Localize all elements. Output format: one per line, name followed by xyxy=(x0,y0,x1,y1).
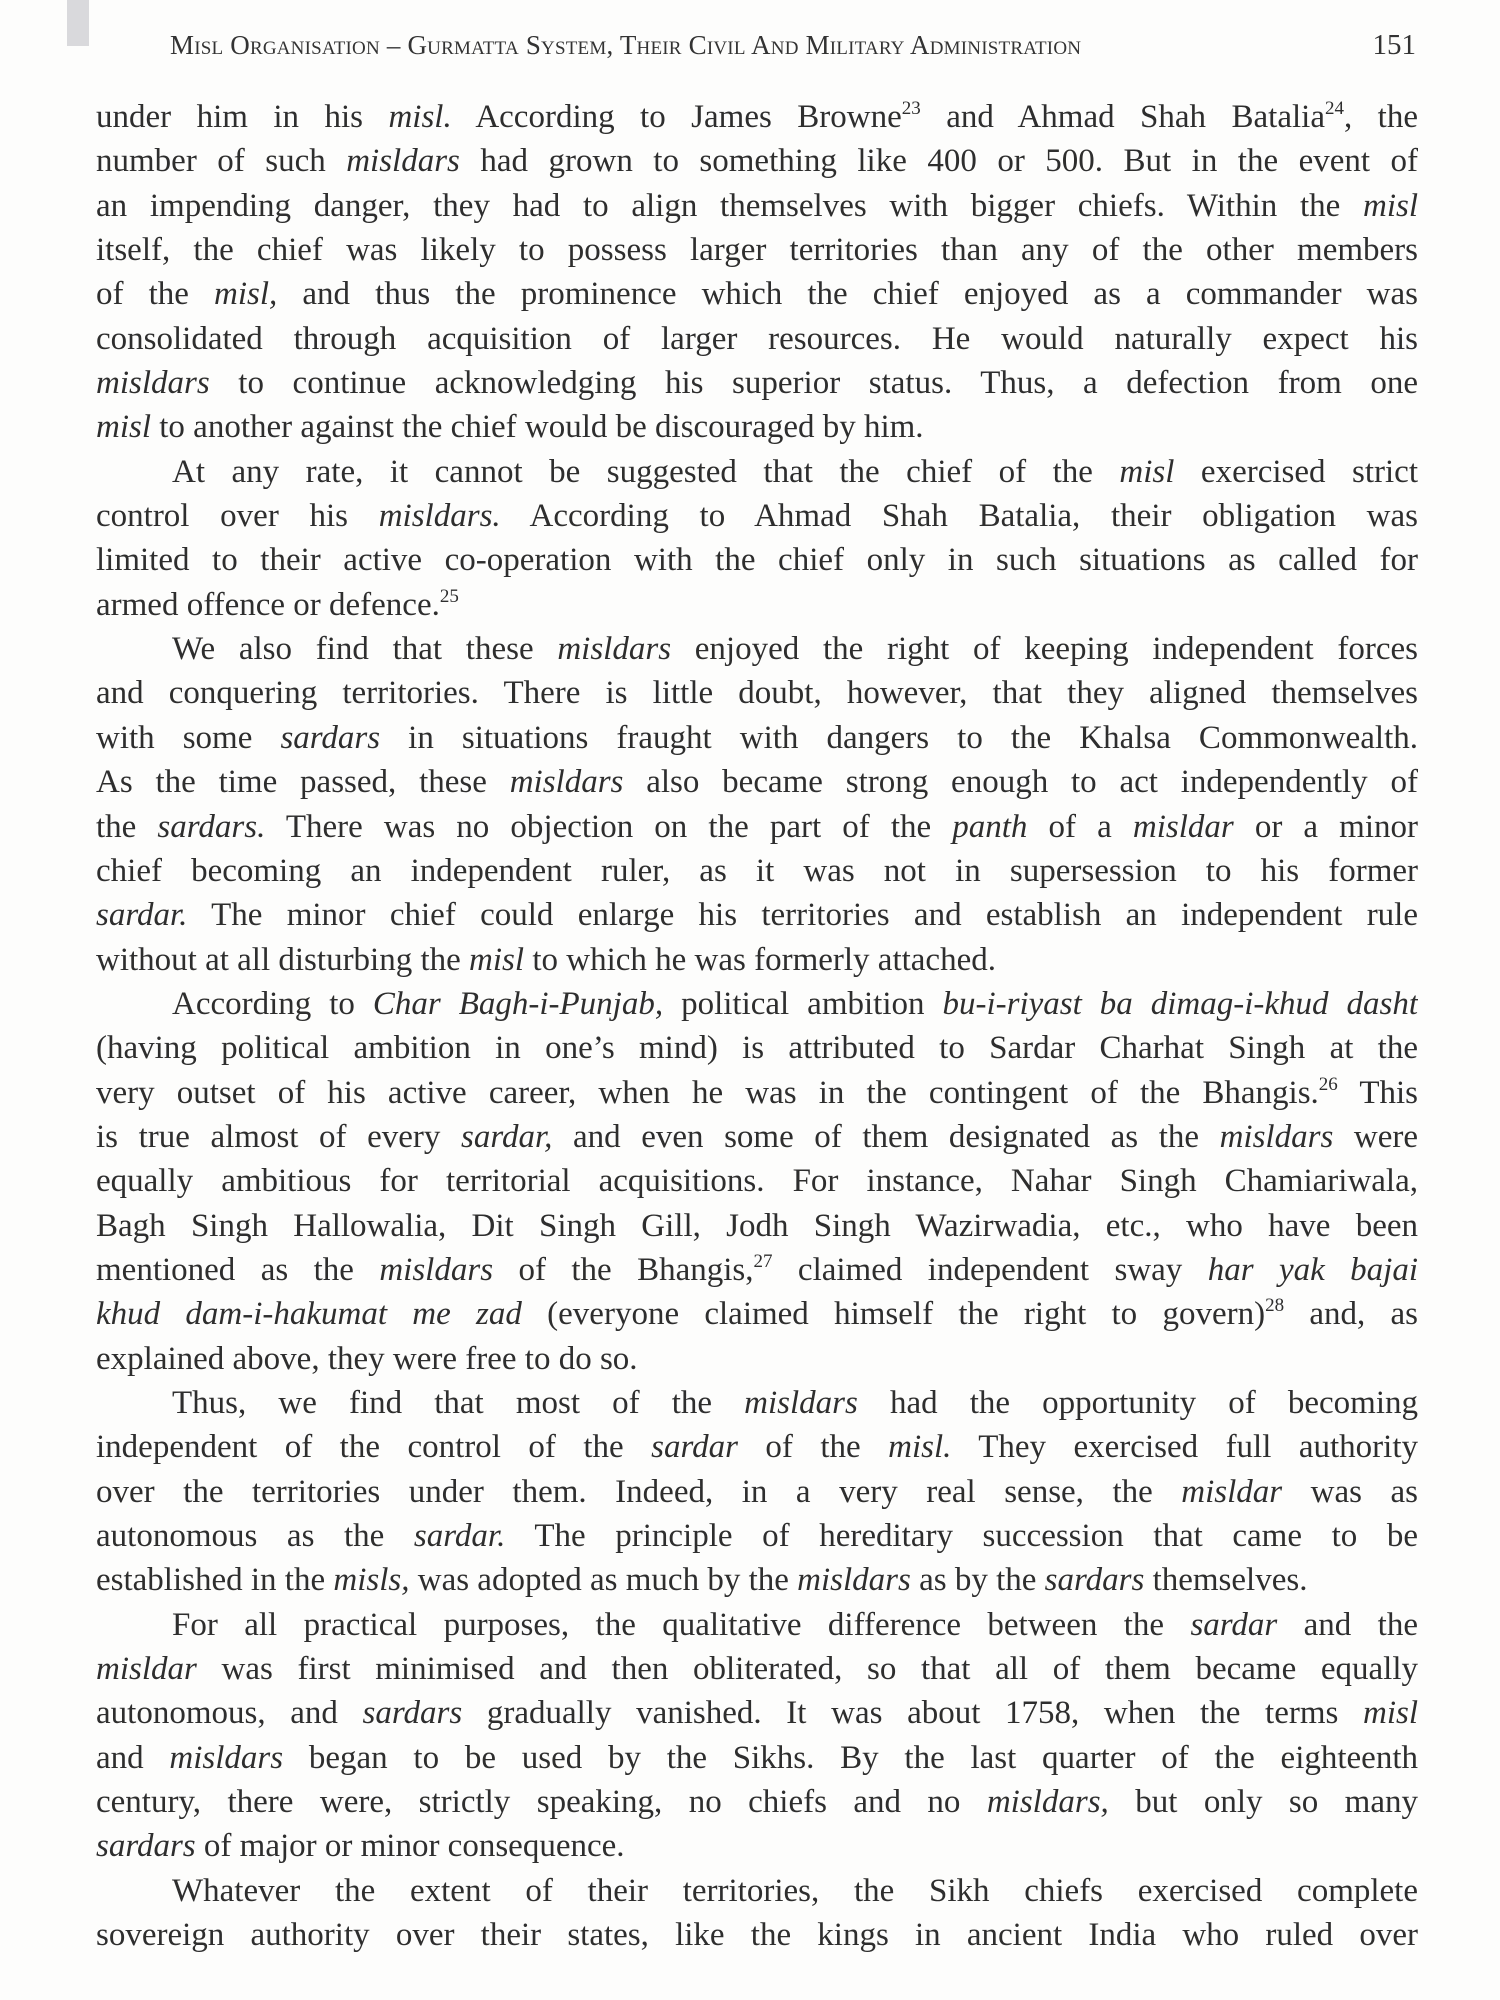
italic-term: misldars xyxy=(509,764,624,801)
text-run: equally ambitious for territorial acquisitions. For instance, Nahar Singh Chamiariwala, xyxy=(96,1163,1418,1200)
italic-term: misl xyxy=(1119,453,1175,490)
paragraph xyxy=(96,450,1418,627)
page-edge-shadow xyxy=(67,0,89,46)
text-run: also became strong enough to act independently of xyxy=(623,764,1418,801)
text-run: to another against the chief would be discouraged by him. xyxy=(151,409,924,446)
text-run: the xyxy=(96,808,158,845)
text-run: and conquering territories. There is little doubt, however, that they aligned themselves xyxy=(96,675,1418,712)
text-line xyxy=(96,228,1418,272)
text-line xyxy=(96,1913,1418,1957)
text-line xyxy=(96,139,1418,183)
text-run: This xyxy=(1337,1074,1418,1111)
text-run: For all practical purposes, the qualitative difference between the xyxy=(172,1606,1191,1643)
text-run: but only so many xyxy=(1108,1784,1418,1821)
paragraph xyxy=(96,1869,1418,1958)
text-line xyxy=(96,1337,1418,1381)
text-run: and Ahmad Shah Batalia xyxy=(920,99,1325,135)
text-run: of major or minor consequence. xyxy=(195,1828,625,1865)
italic-term: Char Bagh-i-Punjab, xyxy=(372,985,664,1022)
text-run: According to xyxy=(172,985,373,1022)
text-run: political ambition xyxy=(663,985,943,1022)
page-body-text xyxy=(96,95,1418,1957)
text-run: and thus the prominence which the chief enjoyed as a commander was xyxy=(277,276,1418,313)
italic-term: sardar. xyxy=(413,1518,506,1554)
text-run: consolidated through acquisition of larger resources. He would naturally expect his xyxy=(96,320,1418,357)
text-line xyxy=(96,1514,1418,1558)
italic-term: misldars. xyxy=(378,498,501,535)
text-run: were xyxy=(1333,1118,1418,1155)
text-run: established in the xyxy=(96,1562,334,1599)
text-line xyxy=(96,716,1418,760)
text-run: autonomous as the xyxy=(96,1518,414,1554)
text-run: was first minimised and then obliterated, so that all of them became equally xyxy=(196,1651,1418,1688)
text-line xyxy=(96,893,1418,937)
text-line xyxy=(96,361,1418,405)
paragraph xyxy=(96,95,1418,450)
text-line xyxy=(96,538,1418,582)
italic-term: misldars, xyxy=(986,1784,1109,1821)
text-run: of a xyxy=(1027,808,1133,845)
text-run: of the Bhangis, xyxy=(493,1251,754,1288)
italic-term: sardars. xyxy=(157,808,266,845)
text-run: (everyone claimed himself the right to govern) xyxy=(521,1296,1266,1333)
text-run: gradually vanished. It was about 1758, when the terms xyxy=(462,1695,1363,1732)
text-run: of the xyxy=(96,276,215,313)
text-run: began to be used by the Sikhs. By the last quarter of the eighteenth xyxy=(283,1739,1418,1776)
italic-term: misldar xyxy=(96,1651,197,1688)
text-line xyxy=(96,849,1418,893)
text-line xyxy=(96,1647,1418,1691)
text-run: claimed independent sway xyxy=(772,1251,1208,1288)
text-line xyxy=(96,1292,1418,1336)
text-run: We also find that these xyxy=(172,631,558,668)
text-line xyxy=(96,627,1418,671)
italic-term: misldars xyxy=(169,1739,284,1776)
text-line xyxy=(96,450,1418,494)
text-line xyxy=(96,982,1418,1026)
text-line xyxy=(96,1780,1418,1824)
text-run: independent of the control of the xyxy=(96,1429,652,1466)
text-run: was adopted as much by the xyxy=(409,1562,798,1599)
text-run: , the xyxy=(1343,99,1418,135)
text-run: century, there were, strictly speaking, no chiefs and no xyxy=(96,1784,987,1821)
text-run: and xyxy=(96,1739,170,1776)
italic-term: misldars xyxy=(557,631,672,668)
text-run: over the territories under them. Indeed, in a very real sense, the xyxy=(96,1473,1182,1510)
text-run: and the xyxy=(1277,1606,1418,1643)
italic-term: misl. xyxy=(388,99,452,135)
text-run: chief becoming an independent ruler, as it was not in supersession to his former xyxy=(96,852,1418,889)
text-run: enjoyed the right of keeping independent forces xyxy=(671,631,1418,668)
italic-term: sardar, xyxy=(460,1118,553,1155)
text-line xyxy=(96,1026,1418,1070)
text-run: number of such xyxy=(96,143,347,180)
text-run: armed offence or defence. xyxy=(96,586,440,623)
text-run: and, as xyxy=(1284,1296,1418,1333)
text-run: had grown to something like 400 or 500. But in the event of xyxy=(459,143,1418,180)
text-run: mentioned as the xyxy=(96,1251,380,1288)
italic-term: sardars xyxy=(96,1828,196,1865)
text-line xyxy=(96,671,1418,715)
italic-term: misl xyxy=(1362,187,1418,224)
text-line xyxy=(96,805,1418,849)
text-run: (having political ambition in one’s mind) is attributed to Sardar Charhat Singh at the xyxy=(96,1030,1418,1067)
footnote-marker: 23 xyxy=(901,98,921,119)
text-line xyxy=(96,405,1418,449)
italic-term: misldar xyxy=(1181,1473,1283,1510)
text-run: in situations fraught with dangers to the Khalsa Commonwealth. xyxy=(380,719,1418,756)
text-run: limited to their active co-operation with the chief only in such situations as called for xyxy=(96,542,1418,579)
text-run: control over his xyxy=(96,498,379,535)
text-run: According to Ahmad Shah Batalia, their obligation was xyxy=(500,498,1418,535)
text-line xyxy=(96,1824,1418,1868)
text-line xyxy=(96,184,1418,228)
text-run: The principle of hereditary succession that came to be xyxy=(505,1518,1418,1554)
text-run: was as xyxy=(1282,1473,1418,1510)
text-run: Bagh Singh Hallowalia, Dit Singh Gill, Jodh Singh Wazirwadia, etc., who have been xyxy=(96,1207,1418,1244)
text-run: to which he was formerly attached. xyxy=(524,941,996,978)
running-header xyxy=(170,22,1416,68)
italic-term: bu-i-riyast ba dimag-i-khud dasht xyxy=(942,985,1418,1022)
italic-term: sardar xyxy=(1190,1606,1278,1643)
italic-term: misl. xyxy=(888,1429,952,1466)
text-run: under him in his xyxy=(96,99,389,135)
text-run: to continue acknowledging his superior status. Thus, a defection from one xyxy=(209,365,1418,402)
text-run: sovereign authority over their states, like the kings in ancient India who ruled over xyxy=(96,1917,1418,1954)
text-run: Whatever the extent of their territories, the Sikh chiefs exercised complete xyxy=(172,1872,1418,1909)
italic-term: misldars xyxy=(744,1384,858,1421)
text-line xyxy=(96,494,1418,538)
italic-term: misldars xyxy=(346,143,460,180)
text-run: or a minor xyxy=(1233,808,1418,845)
text-line xyxy=(96,317,1418,361)
text-run: an impending danger, they had to align themselves with bigger chiefs. Within the xyxy=(96,187,1363,224)
text-run: autonomous, and xyxy=(96,1695,363,1732)
italic-term: misldars xyxy=(1219,1118,1334,1155)
text-line xyxy=(96,1603,1418,1647)
text-line xyxy=(96,1204,1418,1248)
italic-term: khud dam-i-hakumat me zad xyxy=(96,1296,522,1333)
italic-term: misldars xyxy=(379,1251,494,1288)
text-run: As the time passed, these xyxy=(96,764,510,801)
italic-term: har yak bajai xyxy=(1207,1251,1418,1288)
text-line xyxy=(96,1869,1418,1913)
text-line xyxy=(96,760,1418,804)
text-line xyxy=(96,1425,1418,1469)
footnote-marker: 24 xyxy=(1324,98,1344,119)
text-run: themselves. xyxy=(1144,1562,1308,1599)
footnote-marker: 28 xyxy=(1265,1295,1285,1317)
text-line xyxy=(96,95,1418,139)
text-line xyxy=(96,1115,1418,1159)
text-run: very outset of his active career, when he was in the contingent of the Bhangis. xyxy=(96,1074,1319,1111)
text-run: There was no objection on the part of the xyxy=(265,808,953,845)
italic-term: misldar xyxy=(1132,808,1234,845)
italic-term: sardar xyxy=(651,1429,738,1466)
text-run: with some xyxy=(96,719,281,756)
paragraph xyxy=(96,982,1418,1381)
text-run: had the opportunity of becoming xyxy=(857,1384,1418,1421)
text-line xyxy=(96,583,1418,627)
text-run: is true almost of every xyxy=(96,1118,461,1155)
text-line xyxy=(96,1736,1418,1780)
text-run: Thus, we find that most of the xyxy=(172,1384,745,1421)
text-run: The minor chief could enlarge his territories and establish an independent rule xyxy=(187,897,1418,934)
footnote-marker: 25 xyxy=(439,585,459,607)
text-run: exercised strict xyxy=(1174,453,1418,490)
running-header-title: Misl Organisation – Gurmatta System, Their Civil And Military Administration xyxy=(170,29,1082,60)
text-run: At any rate, it cannot be suggested that the chief of the xyxy=(172,453,1120,490)
text-line xyxy=(96,1159,1418,1203)
italic-term: sardars xyxy=(362,1695,463,1732)
text-run: and even some of them designated as the xyxy=(552,1118,1220,1155)
italic-term: misl xyxy=(1363,1695,1418,1732)
paragraph xyxy=(96,1603,1418,1869)
text-run: as by the xyxy=(910,1562,1045,1599)
text-line xyxy=(96,1691,1418,1735)
text-line xyxy=(96,1071,1418,1115)
italic-term: misl xyxy=(96,409,152,446)
footnote-marker: 26 xyxy=(1318,1073,1338,1095)
italic-term: sardars xyxy=(1044,1562,1145,1599)
paragraph xyxy=(96,1381,1418,1603)
text-line xyxy=(96,1558,1418,1602)
text-run: of the xyxy=(737,1429,889,1466)
text-line xyxy=(96,272,1418,316)
italic-term: misl, xyxy=(214,276,278,313)
text-run: explained above, they were free to do so. xyxy=(96,1340,638,1377)
italic-term: panth xyxy=(952,808,1028,845)
page-number: 151 xyxy=(1372,28,1416,61)
text-line xyxy=(96,1381,1418,1425)
text-line xyxy=(96,1470,1418,1514)
text-run: without at all disturbing the xyxy=(96,941,470,978)
text-line xyxy=(96,1248,1418,1292)
italic-term: misldars xyxy=(96,365,210,402)
italic-term: misls, xyxy=(333,1562,410,1599)
footnote-marker: 27 xyxy=(753,1250,773,1272)
italic-term: misl xyxy=(469,941,525,978)
text-run: itself, the chief was likely to possess larger territories than any of the other members xyxy=(96,232,1418,269)
text-run: According to James Browne xyxy=(451,99,902,135)
text-line xyxy=(96,938,1418,982)
italic-term: sardars xyxy=(280,719,381,756)
paragraph xyxy=(96,627,1418,982)
italic-term: sardar. xyxy=(96,897,188,934)
italic-term: misldars xyxy=(797,1562,911,1599)
text-run: They exercised full authority xyxy=(951,1429,1418,1466)
